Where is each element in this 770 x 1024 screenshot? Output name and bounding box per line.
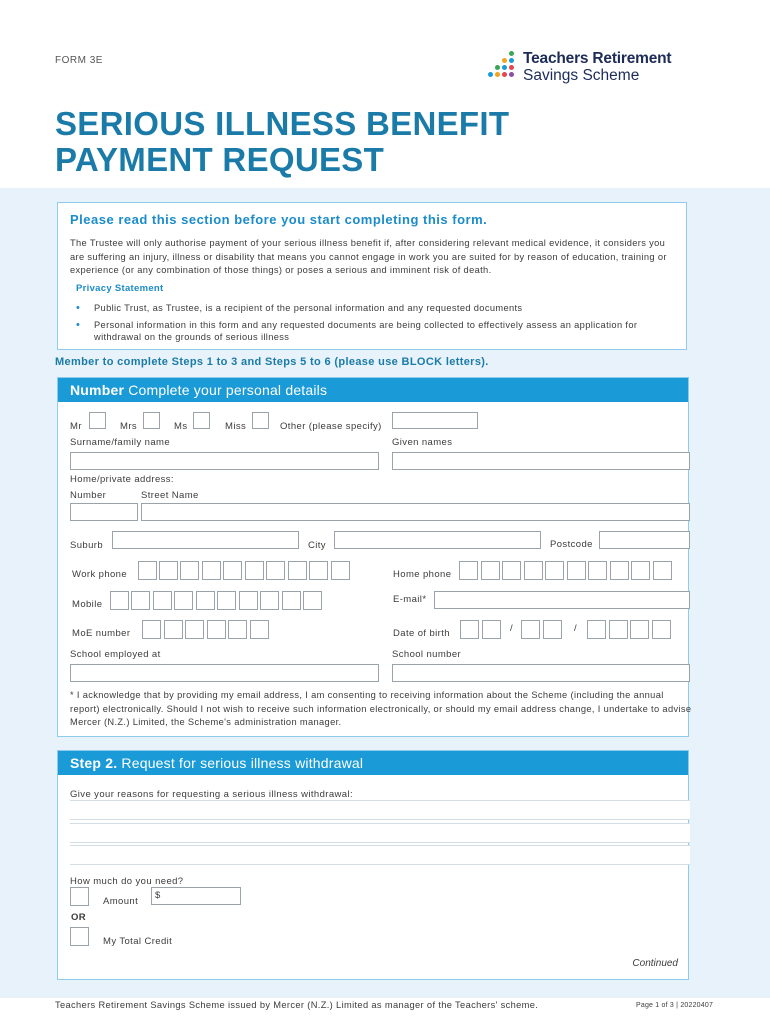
title-miss-checkbox[interactable] bbox=[252, 412, 269, 429]
step2-title: Request for serious illness withdrawal bbox=[121, 755, 364, 771]
school-number-input[interactable] bbox=[392, 664, 690, 682]
privacy-item: • Public Trust, as Trustee, is a recipient of the personal information and any requested documents bbox=[76, 302, 676, 315]
home-phone-label: Home phone bbox=[393, 569, 452, 580]
step1-title: Complete your personal details bbox=[128, 382, 328, 398]
reasons-label: Give your reasons for requesting a serious illness withdrawal: bbox=[70, 789, 354, 800]
notice-body: The Trustee will only authorise payment of your serious illness benefit if, after considering relevant medical evidence, it considers you are suffering an injury, illness or disability that means you cannot engage in work you are suited for by reason of education, training or experience (or any combination of those things) or poses a serious and imminent risk of death. bbox=[70, 238, 667, 275]
school-number-label: School number bbox=[392, 649, 462, 660]
street-name-input[interactable] bbox=[141, 503, 690, 521]
amount-input[interactable] bbox=[151, 887, 241, 905]
logo-text-line1: Teachers Retirement bbox=[523, 50, 672, 67]
title-ms-label: Ms bbox=[174, 421, 188, 432]
email-input[interactable] bbox=[434, 591, 690, 609]
reasons-line-1[interactable] bbox=[70, 800, 690, 820]
step1-number: Number bbox=[70, 382, 125, 398]
work-phone-label: Work phone bbox=[72, 569, 128, 580]
reasons-line-3[interactable] bbox=[70, 845, 690, 865]
title-ms-checkbox[interactable] bbox=[193, 412, 210, 429]
step1-header bbox=[58, 378, 688, 402]
privacy-list bbox=[76, 302, 676, 348]
city-input[interactable] bbox=[334, 531, 541, 549]
address-number-input[interactable] bbox=[70, 503, 138, 521]
privacy-heading: Privacy Statement bbox=[76, 283, 164, 294]
page-title-line1: SERIOUS ILLNESS BENEFIT bbox=[55, 105, 510, 142]
form-code: FORM 3E bbox=[55, 55, 103, 66]
footer-text: Teachers Retirement Savings Scheme issued by Mercer (N.Z.) Limited as manager of the Teachers' scheme. bbox=[55, 1000, 539, 1010]
dob-separator: / bbox=[510, 623, 514, 634]
total-credit-label: My Total Credit bbox=[103, 936, 173, 947]
title-mr-checkbox[interactable] bbox=[89, 412, 106, 429]
step2-number: Step 2. bbox=[70, 755, 118, 771]
or-label: OR bbox=[71, 912, 87, 923]
member-instructions: Member to complete Steps 1 to 3 and Steps 5 to 6 (please use BLOCK letters). bbox=[55, 356, 489, 368]
total-credit-checkbox[interactable] bbox=[70, 927, 89, 946]
suburb-input[interactable] bbox=[112, 531, 299, 549]
privacy-item: • Personal information in this form and any requested documents are being collected to effectively assess an application for withdrawal on the grounds of serious illness bbox=[76, 319, 676, 344]
postcode-input[interactable] bbox=[599, 531, 690, 549]
dob-label: Date of birth bbox=[393, 628, 450, 639]
how-much-label: How much do you need? bbox=[70, 876, 184, 887]
logo-text-line2: Savings Scheme bbox=[523, 67, 640, 84]
school-input[interactable] bbox=[70, 664, 379, 682]
suburb-label: Suburb bbox=[70, 540, 104, 551]
amount-label: Amount bbox=[103, 896, 139, 907]
email-acknowledgement: * I acknowledge that by providing my email address, I am consenting to receiving information about the Scheme (including the annual report) electronically. Should I not wish to receive such information electronically, or should my email address change, I undertake to advise Mercer (N.Z.) Limited, the Scheme's administration manager. bbox=[70, 690, 692, 727]
amount-checkbox[interactable] bbox=[70, 887, 89, 906]
page-number: Page 1 of 3 | 20220407 bbox=[636, 1002, 714, 1009]
moe-number-label: MoE number bbox=[72, 628, 131, 639]
reasons-line-2[interactable] bbox=[70, 823, 690, 843]
step1-section bbox=[57, 377, 692, 737]
continued-note: Continued bbox=[632, 958, 678, 969]
surname-input[interactable] bbox=[70, 452, 379, 470]
step2-section bbox=[57, 750, 689, 980]
email-label: E-mail* bbox=[393, 594, 427, 605]
address-number-label: Number bbox=[70, 490, 107, 501]
city-label: City bbox=[308, 540, 326, 551]
page-title-line2: PAYMENT REQUEST bbox=[55, 141, 385, 178]
given-names-label: Given names bbox=[392, 437, 453, 448]
notice-heading: Please read this section before you start completing this form. bbox=[70, 212, 488, 227]
title-mr-label: Mr bbox=[70, 421, 82, 432]
title-mrs-label: Mrs bbox=[120, 421, 138, 432]
postcode-label: Postcode bbox=[550, 539, 593, 550]
address-label: Home/private address: bbox=[70, 474, 174, 485]
given-names-input[interactable] bbox=[392, 452, 690, 470]
title-mrs-checkbox[interactable] bbox=[143, 412, 160, 429]
street-name-label: Street Name bbox=[141, 490, 199, 501]
title-other-input[interactable] bbox=[392, 412, 478, 429]
logo-dots-icon bbox=[487, 50, 517, 84]
page-title bbox=[55, 106, 655, 178]
currency-symbol: $ bbox=[155, 890, 161, 901]
title-other-label: Other (please specify) bbox=[280, 421, 382, 432]
step2-header bbox=[58, 751, 688, 775]
mobile-label: Mobile bbox=[72, 599, 103, 610]
title-miss-label: Miss bbox=[225, 421, 247, 432]
notice-box bbox=[57, 202, 687, 350]
school-label: School employed at bbox=[70, 649, 161, 660]
dob-separator: / bbox=[574, 623, 578, 634]
surname-label: Surname/family name bbox=[70, 437, 170, 448]
scheme-logo bbox=[487, 50, 717, 86]
